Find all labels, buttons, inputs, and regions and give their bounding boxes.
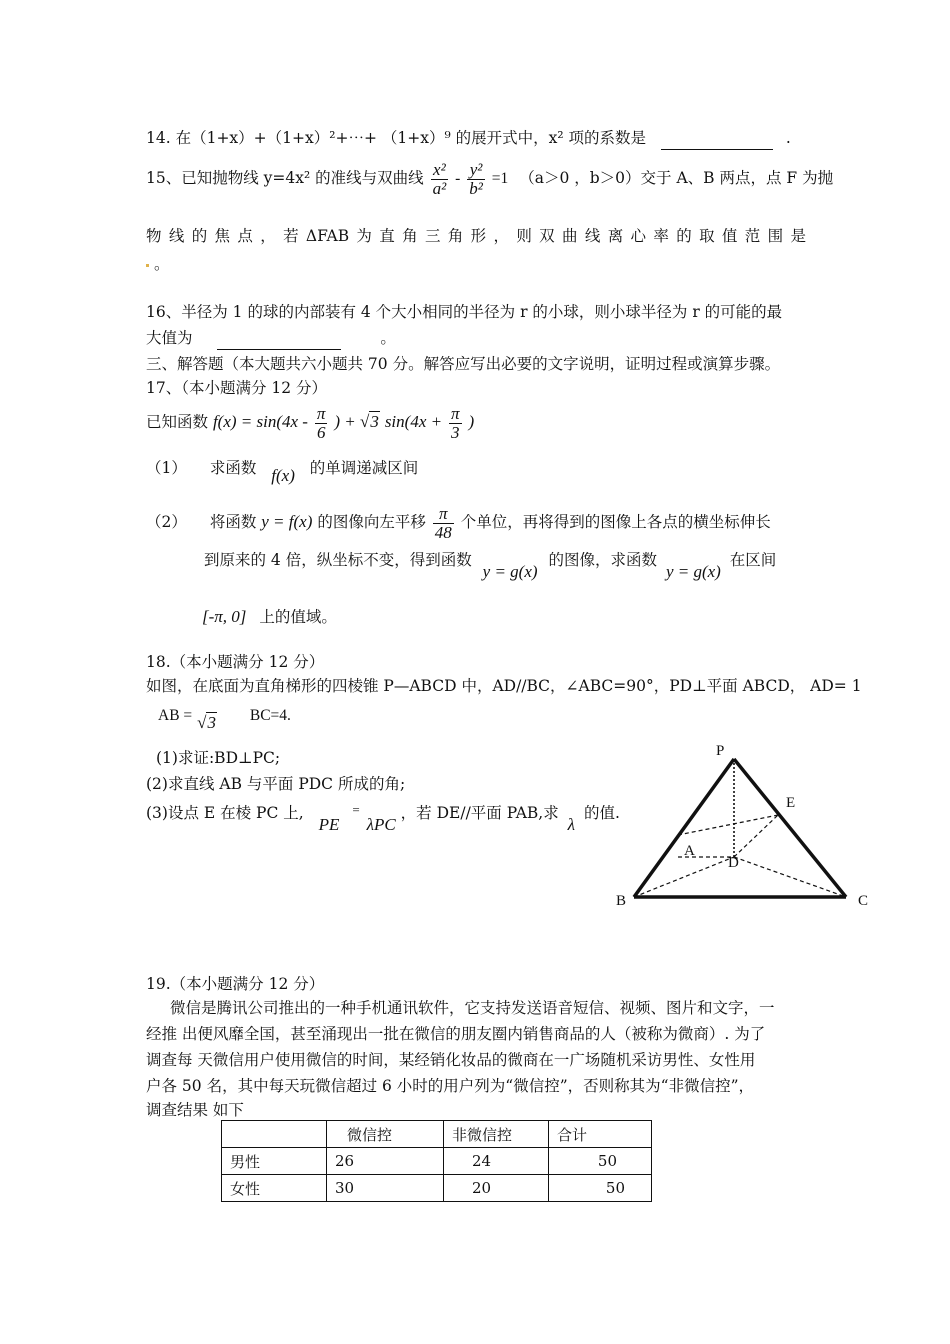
q15-line2-char: 范 [744, 227, 761, 245]
q15-line2-char: 线 [584, 227, 601, 245]
q17-p1-end: 的单调递减区间 [309, 459, 419, 477]
q17-func-close: ) [468, 412, 475, 431]
q19-line-1: 微信是腾讯公司推出的一种手机通讯软件，它支持发送语音短信、视频、图片和文字，一 [170, 999, 775, 1017]
q15-line2-char: 值 [721, 227, 738, 245]
q17-p2-line2a: 到原来的 4 倍，纵坐标不变，得到函数 [204, 551, 472, 569]
q15-line2-char: 双 [539, 227, 555, 245]
q15-line2-char: ， [260, 227, 276, 245]
table-cell: 男性 [222, 1148, 327, 1175]
q17-pi-2: π [451, 403, 460, 423]
q17-p2-line3: 上的值域。 [259, 608, 337, 626]
q17-sqrt-radicand: 3 [370, 412, 379, 431]
edge-de [734, 815, 778, 857]
q17-p1-label: （1） [146, 459, 187, 477]
q16-line-2 [146, 326, 806, 350]
q15-line2-char: ， [493, 227, 509, 245]
q17-pi-3: π [433, 505, 454, 524]
q15-line2-char: 线 [168, 227, 185, 245]
table-cell: 50 [549, 1175, 652, 1202]
q16-answer-blank [217, 331, 341, 350]
q18-p3c: 的值. [583, 804, 620, 822]
q17-part-2-line-2 [204, 546, 804, 581]
table-cell: 女性 [222, 1175, 327, 1202]
section-3-heading: 三、解答题（本大题共六小题共 70 分。解答应写出必要的文字说明，证明过程或演算步骤。 [146, 355, 781, 373]
q18-sqrt-radicand: 3 [207, 713, 216, 732]
q17-p1-func: f(x) [271, 466, 295, 485]
q17-p2-c: 个单位，再将得到的图像上各点的横坐标伸长 [460, 513, 771, 531]
q17-den-3: 3 [451, 422, 460, 442]
label-d: D [728, 855, 739, 871]
q15-line3-end: 。 [153, 255, 170, 273]
q18-bc: BC=4. [249, 707, 291, 724]
q15-condition: （a＞0 ，b＞0）交于 A、B 两点，点 F 为抛 [519, 169, 834, 187]
q14-end: . [785, 129, 791, 147]
q19-line-4: 户各 50 名，其中每天玩微信超过 6 小时的用户列为“微信控”，否则称其为“非微信控”， [146, 1077, 754, 1095]
q17-sqrt: √3 [360, 412, 379, 431]
table-header-row [222, 1121, 652, 1148]
table-header-cell: 微信控 [327, 1121, 444, 1148]
q19-line-5: 调查结果 如下 [146, 1101, 244, 1119]
q17-func-part1: f(x) = sin(4x - [212, 412, 308, 431]
q17-p2-b: 的图像向左平移 [317, 513, 426, 531]
table-row [222, 1175, 652, 1202]
q14-text: 14. 在（1+x）+（1+x）²+⋯+ （1+x）⁹ 的展开式中，x² 项的系数是 [146, 129, 646, 147]
q15-line2-char: 角 [402, 227, 418, 245]
q17-p2-a: 将函数 [209, 513, 257, 531]
q15-line2-char: 率 [653, 227, 669, 245]
q15-frac1-den: a² [432, 178, 447, 198]
label-c: C [858, 893, 869, 909]
q15-line2-char: 曲 [562, 227, 578, 245]
q17-func-mid: ) + [334, 412, 361, 431]
q15-line2-char: 的 [191, 227, 208, 245]
q15-frac1-num: x² [431, 161, 449, 180]
survey-table [221, 1120, 652, 1202]
q18-lpc: λPC [366, 815, 396, 834]
q15-line2-char: 离 [607, 227, 624, 245]
q16-line-1: 16、半径为 1 的球的内部装有 4 个大小相同的半径为 r 的小球，则小球半径为 r 的可能的最 [146, 303, 783, 321]
table-cell: 24 [444, 1148, 549, 1175]
table-cell: 20 [444, 1175, 549, 1202]
q18-part-1: (1)求证:BD⊥PC; [156, 749, 281, 767]
q18-line-1: 如图，在底面为直角梯形的四棱锥 P—ABCD 中，AD//BC，∠ABC=90°，PD⊥平面 ABCD， AD= 1 [146, 677, 862, 695]
q18-sqrt: √3 [197, 713, 216, 732]
table-header-cell: 非微信控 [444, 1121, 549, 1148]
q15-line2-char: 的 [676, 227, 692, 245]
table-header-cell: 合计 [549, 1121, 652, 1148]
q18-ab: AB = [158, 707, 193, 724]
q15-frac-y2b2 [467, 161, 485, 198]
q17-den-6: 6 [316, 422, 326, 442]
q16-end: 。 [380, 329, 396, 347]
mark-dot [146, 264, 149, 267]
q15-line2-char: 则 [516, 227, 532, 245]
q18-p3a: (3)设点 E 在棱 PC 上, [146, 804, 304, 822]
q15-line2-char: 取 [699, 227, 715, 245]
q17-heading: 17、（本小题满分 12 分） [146, 379, 328, 397]
q15-line2-char: 为 [356, 227, 372, 245]
q15-line2-char: 角 [447, 227, 464, 245]
q18-eqsign: = [352, 802, 360, 817]
q17-function [146, 400, 806, 450]
q17-part-1 [146, 450, 806, 486]
question-14 [146, 126, 806, 150]
q15-line-3 [146, 252, 806, 276]
q17-func-part2: sin(4x + [384, 412, 443, 431]
q17-p2-label: （2） [146, 513, 187, 531]
q17-p2-func: y = f(x) [261, 512, 313, 531]
q15-line2-char: 围 [767, 227, 784, 245]
table-cell: 26 [327, 1148, 444, 1175]
q15-eq: =1 [491, 170, 509, 187]
q15-line2-char: 直 [379, 227, 395, 245]
q19-heading: 19.（本小题满分 12 分） [146, 975, 325, 993]
q15-minus: - [455, 170, 461, 187]
q17-p1-text: 求函数 [209, 459, 257, 477]
table-cell: 30 [327, 1175, 444, 1202]
q15-lead: 15、已知抛物线 y=4x² 的准线与双曲线 [146, 169, 424, 187]
q15-line2-char: 若 [283, 227, 299, 245]
label-p: P [716, 743, 725, 759]
table-row [222, 1148, 652, 1175]
label-a: A [684, 843, 695, 859]
q17-interval: [-π, 0] [202, 607, 247, 626]
q17-frac-pi48 [433, 505, 454, 542]
q15-line-2 [146, 224, 806, 248]
label-b: B [616, 893, 627, 909]
q15-line2-char: 三 [424, 227, 441, 245]
q17-p2-gfunc-2: y = g(x) [665, 562, 721, 581]
q17-lead: 已知函数 [146, 413, 209, 431]
q18-heading: 18.（本小题满分 12 分） [146, 653, 325, 671]
q17-pi-1: π [316, 403, 326, 423]
pyramid-figure [600, 735, 890, 915]
edge-pc [734, 759, 846, 897]
q17-frac-pi6 [315, 405, 328, 442]
q17-p2-gfunc-1: y = g(x) [482, 562, 538, 581]
q18-p3b: ，若 DE//平面 PAB,求 [400, 804, 559, 822]
q18-line-2 [158, 700, 818, 731]
q18-part-2: (2)求直线 AB 与平面 PDC 所成的角; [146, 775, 406, 793]
table-header-cell [222, 1121, 327, 1148]
q15-line2-char: ΔFAB [305, 227, 350, 245]
q15-frac-x2a2 [431, 161, 449, 198]
q19-line-2: 经推 出便风靡全国，甚至涌现出一批在微信的朋友圈内销售商品的人（被称为微商）. 为了 [146, 1025, 766, 1043]
question-15 [146, 158, 834, 216]
q15-line2-char: 焦 [214, 227, 231, 245]
label-e: E [786, 795, 796, 811]
q15-line2-char: 物 [146, 227, 162, 245]
q15-frac2-num: y² [467, 161, 485, 180]
q15-frac2-den: b² [469, 178, 483, 198]
q19-line-3: 调查每 天微信用户使用微信的时间，某经销化妆品的微商在一广场随机采访男性、女性用 [146, 1051, 756, 1069]
q18-pe: PE [318, 815, 340, 834]
q14-answer-blank [661, 131, 773, 150]
q17-frac-pi3 [449, 405, 462, 442]
q15-line2-char: 形 [470, 227, 487, 245]
q15-line2-char: 点 [237, 227, 253, 245]
q17-part-2-line-3 [202, 602, 802, 632]
q17-den-48: 48 [434, 522, 452, 542]
q18-lambda: λ [567, 815, 576, 834]
q17-p2-line2b: 的图像，求函数 [548, 551, 657, 569]
q17-p2-line2c: 在区间 [729, 551, 777, 569]
q15-line2-char: 心 [630, 227, 647, 245]
q15-line2-char: 是 [790, 227, 806, 245]
q16-lead: 大值为 [146, 329, 193, 347]
q17-part-2-line-1 [146, 500, 806, 548]
table-cell: 50 [549, 1148, 652, 1175]
